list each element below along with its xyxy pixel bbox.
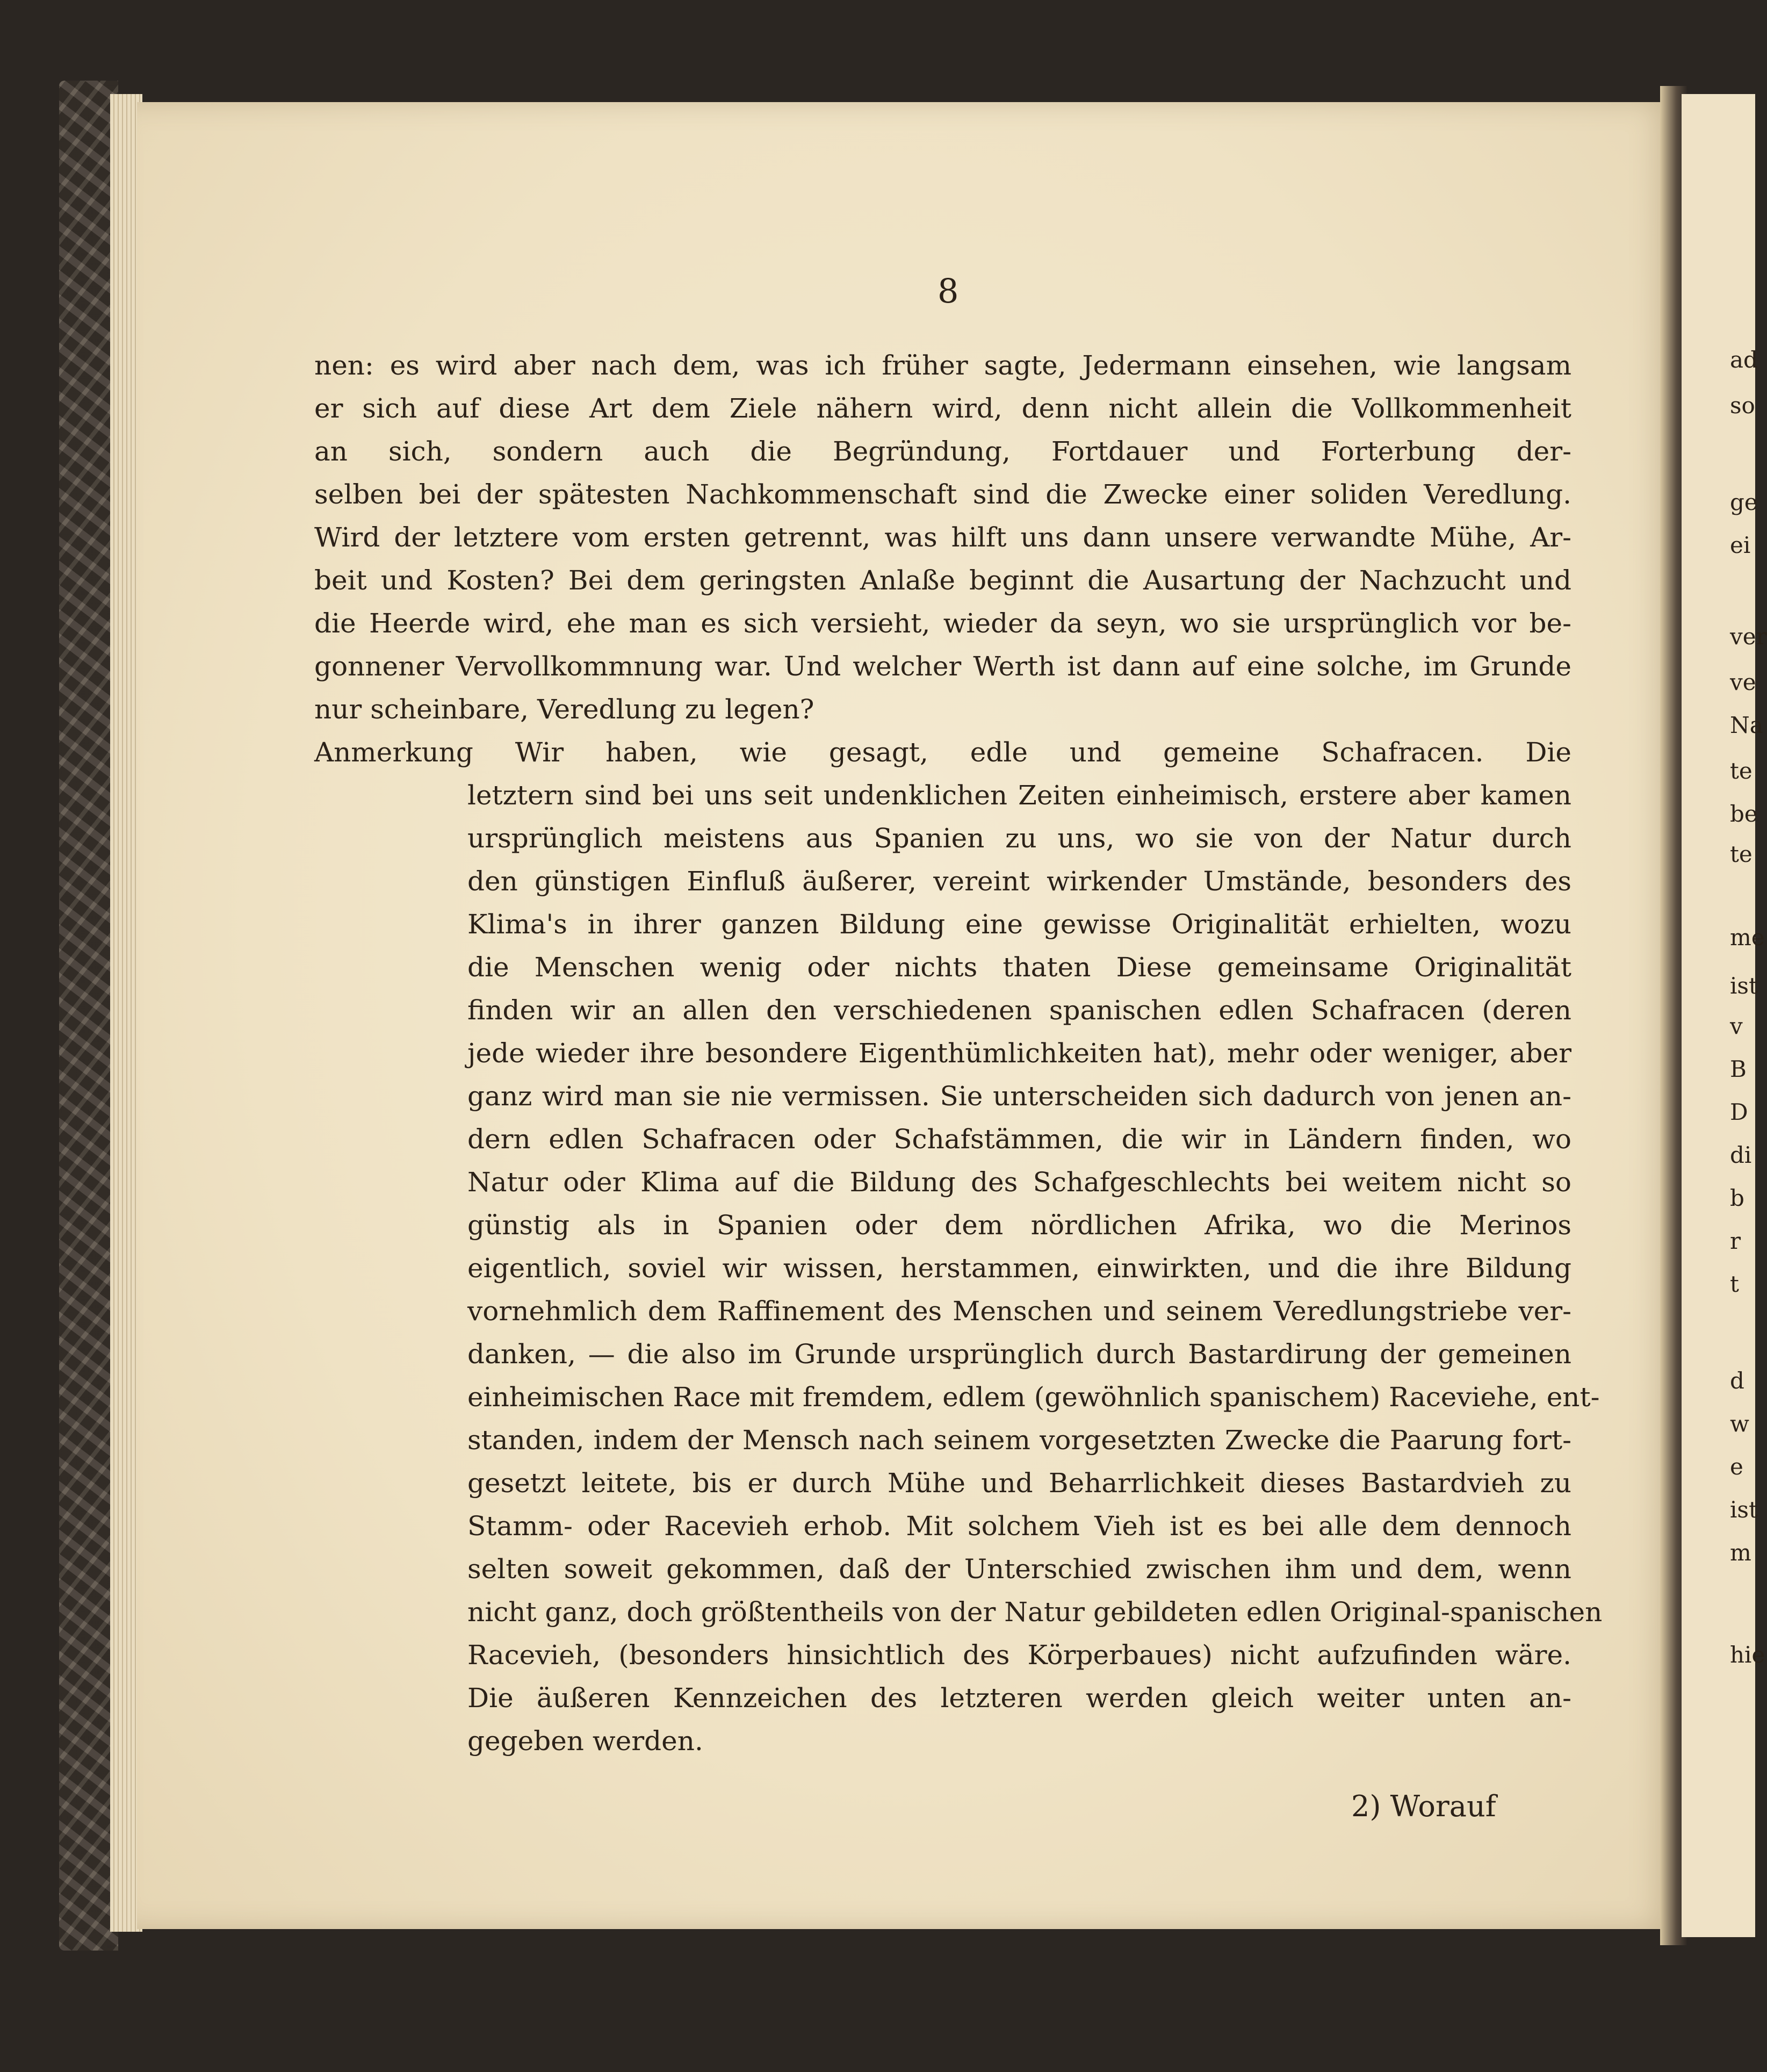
facing-page-word: be [1730,801,1758,827]
note-line: Klima's in ihrer ganzen Bildung eine gewisse Originalität erhielten, wozu [467,909,1571,940]
text-line: die Heerde wird, ehe man es sich versieht, wieder da seyn, wo sie ursprünglich vor be- [314,608,1571,639]
facing-page-word: e [1730,1454,1743,1480]
note-line: Stamm- oder Racevieh erhob. Mit solchem Vieh ist es bei alle dem dennoch [467,1510,1571,1542]
facing-page-fragment [1682,94,1767,1937]
facing-page-word: D [1730,1099,1748,1125]
note-line: ganz wird man sie nie vermissen. Sie unterscheiden sich dadurch von jenen an- [467,1081,1571,1112]
note-line: ursprünglich meistens aus Spanien zu uns, wo sie von der Natur durch [467,823,1571,854]
note-line: jede wieder ihre besondere Eigenthümlichkeiten hat), mehr oder weniger, aber [467,1038,1571,1069]
text-line: nen: es wird aber nach dem, was ich früher sagte, Jedermann einsehen, wie langsam [314,350,1571,381]
note-line: finden wir an allen den verschiedenen spanischen edlen Schafracen (deren [467,995,1571,1026]
note-line: Natur oder Klima auf die Bildung des Schafgeschlechts bei weitem nicht so [467,1167,1571,1198]
facing-page-word: ad [1730,347,1758,373]
facing-page-word: w [1730,1411,1749,1437]
note-first-line [314,731,1571,774]
book-binding [59,81,118,1951]
text-line: an sich, sondern auch die Begründung, Fortdauer und Forterbung der- [314,436,1571,467]
note-line: die Menschen wenig oder nichts thaten Diese gemeinsame Originalität [467,952,1571,983]
facing-page-word: ei [1730,532,1751,558]
text-line: nur scheinbare, Veredlung zu legen? [314,694,814,725]
note-line: danken, — die also im Grunde ursprünglich durch Bastardirung der gemeinen [467,1339,1571,1370]
facing-page-word: b [1730,1185,1744,1211]
note-line: nicht ganz, doch größtentheils von der Natur gebildeten edlen Original-spanischen [467,1596,1603,1628]
note-line: letztern sind bei uns seit undenklichen Zeiten einheimisch, erstere aber kamen [467,780,1571,811]
facing-page-word: te [1730,758,1752,784]
note-line: den günstigen Einfluß äußerer, vereint wirkender Umstände, besonders des [467,866,1571,897]
note-line: Die äußeren Kennzeichen des letzteren werden gleich weiter unten an- [467,1682,1571,1714]
body-text [314,344,1603,1762]
facing-page-word: m [1730,1539,1751,1566]
note-line: eigentlich, soviel wir wissen, herstammen, einwirkten, und die ihre Bildung [467,1253,1571,1284]
facing-page-word: ge [1730,489,1758,515]
note-line: günstig als in Spanien oder dem nördlichen Afrika, wo die Merinos [467,1210,1571,1241]
text-line: selben bei der spätesten Nachkommenschaft sind die Zwecke einer soliden Veredlung. [314,479,1571,510]
note-line: standen, indem der Mensch nach seinem vorgesetzten Zwecke die Paarung fort- [467,1424,1571,1456]
note-line: einheimischen Race mit fremdem, edlem (gewöhnlich spanischem) Raceviehe, ent- [467,1382,1600,1413]
facing-page-word: so [1730,392,1755,419]
facing-page-word: me [1730,924,1765,951]
facing-page-word: Na [1730,712,1763,738]
note-line: dern edlen Schafracen oder Schafstämmen, die wir in Ländern finden, wo [467,1124,1571,1155]
page-number: 8 [937,271,959,311]
facing-page-word: d [1730,1368,1744,1394]
facing-page-word: B [1730,1056,1747,1082]
catchword: 2) Worauf [1351,1789,1496,1823]
facing-page-word: r [1730,1228,1741,1254]
note-first-line-text: Wir haben, wie gesagt, edle und gemeine Schafracen. Die [515,737,1571,768]
facing-page-word: hie [1730,1642,1765,1668]
note-line: gegeben werden. [467,1725,703,1757]
note-line: vornehmlich dem Raffinement des Menschen und seinem Veredlungstriebe ver- [467,1296,1571,1327]
facing-page-word: t [1730,1271,1739,1297]
facing-page-word: di [1730,1142,1752,1168]
facing-page-word: ist [1730,1497,1758,1523]
facing-page-word: ve [1730,669,1756,695]
note-line: selten soweit gekommen, daß der Unterschied zwischen ihm und dem, wenn [467,1553,1571,1585]
facing-page-word: ver [1730,623,1767,650]
facing-page-word: te [1730,841,1752,867]
text-line: Wird der letztere vom ersten getrennt, was hilft uns dann unsere verwandte Mühe, Ar- [314,522,1571,553]
facing-page-word: ist [1730,973,1758,999]
note-label: Anmerkung [314,737,473,768]
text-line: er sich auf diese Art dem Ziele nähern wird, denn nicht allein die Vollkommenheit [314,393,1571,424]
text-line: beit und Kosten? Bei dem geringsten Anlaße beginnt die Ausartung der Nachzucht und [314,565,1571,596]
note-line: gesetzt leitete, bis er durch Mühe und Beharrlichkeit dieses Bastardvieh zu [467,1467,1571,1499]
facing-page-word: v [1730,1013,1743,1039]
note-line: Racevieh, (besonders hinsichtlich des Körperbaues) nicht aufzufinden wäre. [467,1639,1571,1671]
text-line: gonnener Vervollkommnung war. Und welcher Werth ist dann auf eine solche, im Grunde [314,651,1571,682]
